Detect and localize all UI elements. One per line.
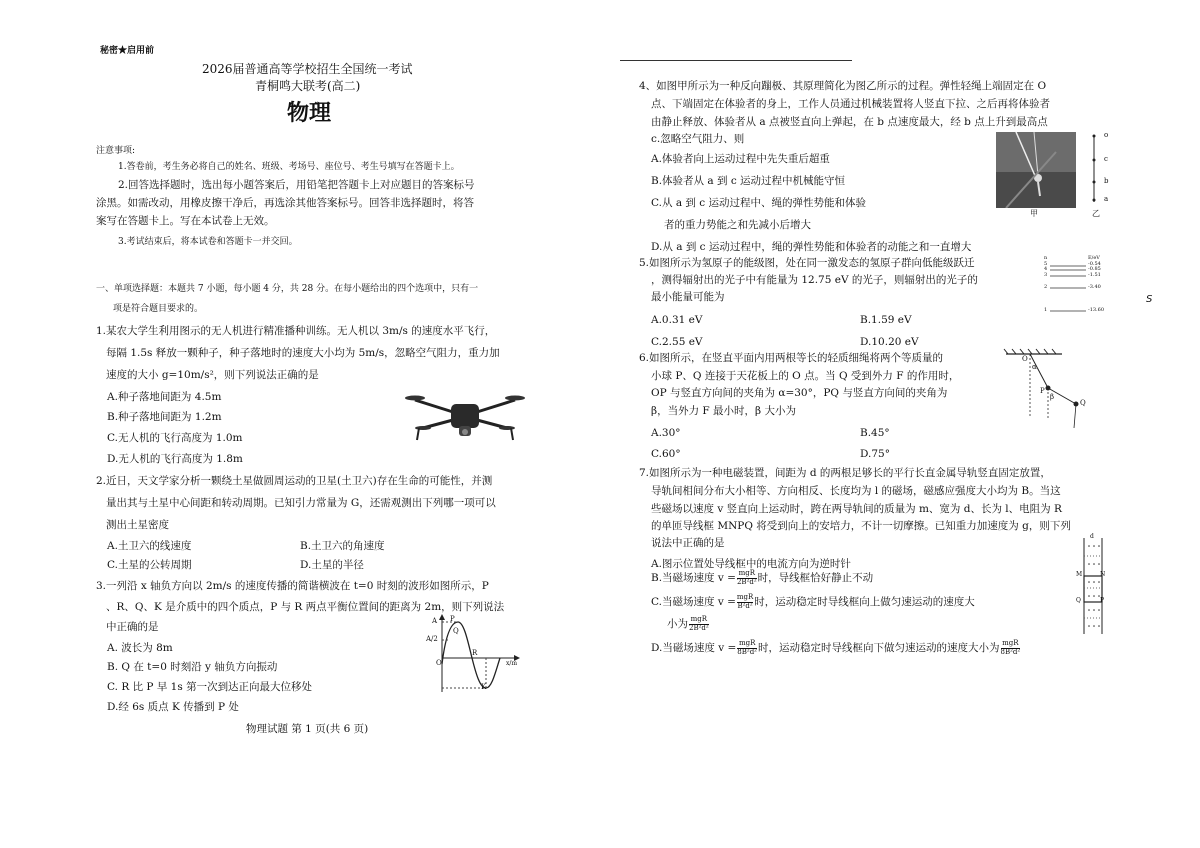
margin-mark: S xyxy=(1146,294,1153,305)
notes-title: 注意事项: xyxy=(96,146,136,156)
q7-option-a: A.图示位置处导线框中的电流方向为逆时针 xyxy=(651,558,851,570)
level-n-head: n xyxy=(1044,255,1048,261)
q3-option-a: A. 波长为 8m xyxy=(107,642,173,654)
q3-option-c: C. R 比 P 早 1s 第一次到达正向最大位移处 xyxy=(107,681,313,693)
q1-line-a: 1.某农大学生利用图示的无人机进行精准播种训练。无人机以 3m/s 的速度水平飞行， xyxy=(96,325,496,337)
level-e3: -1.51 xyxy=(1088,272,1101,278)
q6-option-a: A.30° xyxy=(651,427,681,439)
level-e1: -13.60 xyxy=(1088,307,1105,313)
q6-option-c: C.60° xyxy=(651,448,681,460)
q7-option-c-suffix: 时，运动稳定时导线框向上做匀速运动的速度大 xyxy=(754,596,975,609)
q4-option-c1: C.从 a 到 c 运动过程中、绳的弹性势能和体验 xyxy=(651,197,866,209)
rail-label-q: Q xyxy=(1076,597,1081,604)
q4-line-a: 4、如图甲所示为一种反向蹦极、其原理简化为图乙所示的过程。弹性轻绳上端固定在 O xyxy=(639,80,1047,92)
q7-option-d xyxy=(651,640,1021,657)
wave-figure xyxy=(428,612,528,694)
rail-label-d: d xyxy=(1090,533,1094,540)
q7-line-a: 7.如图所示为一种电磁装置，间距为 d 的两根足够长的平行长直金属导轨竖直固定放置， xyxy=(639,467,1051,479)
q7-option-b-fraction xyxy=(737,570,757,586)
q7-line-c: 些磁场以速度 v 竖直向上运动时，跨在两导轨间的质量为 m、宽为 d、长为 l、电阻为 R xyxy=(651,503,1062,515)
bungee-label-jia: 甲 xyxy=(1030,209,1038,218)
q4-option-d: D.从 a 到 c 运动过程中，绳的弹性势能和体验者的动能之和一直增大 xyxy=(651,241,972,253)
q2-line-a: 2.近日，天文学家分析一颗绕土星做圆周运动的卫星(土卫六)存在生命的可能性，并测 xyxy=(96,475,493,487)
pendulum-figure xyxy=(1002,348,1102,434)
subject-title: 物理 xyxy=(287,100,332,126)
section1-heading-a: 一、单项选择题：本题共 7 小题，每小题 4 分，共 28 分。在每小题给出的四个选项中，只有一 xyxy=(96,284,479,294)
bungee-label-yi: 乙 xyxy=(1092,209,1100,218)
energy-level-diagram xyxy=(1042,256,1112,316)
q3-line-a: 3.一列沿 x 轴负方向以 2m/s 的速度传播的简谐横波在 t=0 时刻的波形如图所示，P xyxy=(96,580,489,592)
level-n1: 1 xyxy=(1044,307,1048,313)
wave-label-x: x/m xyxy=(506,660,518,667)
q7-option-d-fraction xyxy=(737,640,757,656)
q7-option-c-fraction xyxy=(737,594,753,610)
note-2c: 案写在答题卡上。写在本试卷上无效。 xyxy=(96,215,275,227)
wave-label-half: A/2 xyxy=(426,635,438,643)
q7-option-c-num: mgR xyxy=(736,593,754,601)
rail-label-m: M xyxy=(1076,571,1083,578)
rail-label-p: P xyxy=(1100,597,1105,604)
q7-line-e: 说法中正确的是 xyxy=(651,537,725,549)
level-n2: 2 xyxy=(1044,284,1048,290)
q2-option-c: C.土星的公转周期 xyxy=(107,559,192,571)
q7-option-c2-num: mgR xyxy=(690,615,708,623)
q5-option-d: D.10.20 eV xyxy=(860,336,919,348)
q4-option-b: B.体验者从 a 到 c 运动过程中机械能守恒 xyxy=(651,175,846,187)
q3-option-b: B. Q 在 t=0 时刻沿 y 轴负方向振动 xyxy=(107,661,278,673)
q7-line-d: 的单匝导线框 MNPQ 将受到向上的安培力，不计一切摩擦。已知重力加速度为 g，则下列 xyxy=(651,520,1071,532)
q2-line-c: 测出土星密度 xyxy=(106,519,169,531)
pendulum-label-beta: β xyxy=(1050,393,1055,401)
bungee-figure xyxy=(996,132,1116,222)
pendulum-label-alpha: α xyxy=(1032,363,1037,371)
q6-line-d: β，当外力 F 最小时，β 大小为 xyxy=(651,405,796,417)
q7-option-c-prefix: C.当磁场速度 v = xyxy=(651,596,736,609)
q7-option-c2-prefix: 小为 xyxy=(667,618,688,631)
wave-label-o: O xyxy=(436,659,442,667)
level-e2: -3.40 xyxy=(1088,284,1101,290)
q7-option-c2-fraction xyxy=(689,616,709,632)
q5-option-b: B.1.59 eV xyxy=(860,314,912,326)
bungee-label-b: b xyxy=(1104,177,1109,185)
secret-label: 秘密★启用前 xyxy=(100,46,155,56)
q1-line-b: 每隔 1.5s 释放一颗种子，种子落地时的速度大小均为 5m/s，忽略空气阻力，重力加 xyxy=(106,347,500,359)
rail-label-n: N xyxy=(1100,571,1106,578)
q7-option-d-fraction2 xyxy=(1001,640,1021,656)
drone-figure xyxy=(405,388,525,444)
section1-heading-b: 项是符合题目要求的。 xyxy=(113,304,204,314)
wave-label-k: K xyxy=(481,683,487,691)
wave-label-q: Q xyxy=(453,627,459,635)
wave-label-p: P xyxy=(450,615,455,623)
q4-line-c: 由静止释放、体验者从 a 点被竖直向上弹起，在 b 点速度最大，经 b 点上升到最高点 xyxy=(651,116,1048,128)
q7-option-d-suffix: 时，运动稳定时导线框向下做匀速运动的速度大小为 xyxy=(758,642,1000,655)
level-unit: E/eV xyxy=(1088,255,1100,261)
rail-magnet-figure xyxy=(1076,533,1106,636)
note-1: 1.答卷前，考生务必将自己的姓名、班级、考场号、座位号、考生号填写在答题卡上。 xyxy=(118,162,460,172)
bungee-label-o: o xyxy=(1104,131,1109,139)
q7-option-d2-num: mgR xyxy=(1002,639,1019,647)
q7-option-d-den: 8B²d² xyxy=(737,647,757,656)
exam-subtitle: 青桐鸣大联考(高二) xyxy=(255,79,361,93)
pendulum-label-o: O xyxy=(1022,355,1028,363)
q4-option-a: A.体验者向上运动过程中先失重后超重 xyxy=(651,153,830,165)
top-divider xyxy=(620,60,852,61)
q7-option-b xyxy=(651,570,873,587)
level-e5: -0.54 xyxy=(1088,261,1101,267)
level-n4: 4 xyxy=(1044,266,1048,272)
level-e4: -0.85 xyxy=(1088,266,1101,272)
q7-option-b-suffix: 时，导线框恰好静止不动 xyxy=(757,572,874,585)
bungee-schematic xyxy=(1080,132,1116,212)
pendulum-label-p: P xyxy=(1040,387,1045,395)
q5-option-a: A.0.31 eV xyxy=(651,314,703,326)
q7-option-c-line2 xyxy=(667,616,710,633)
q1-option-a: A.种子落地间距为 4.5m xyxy=(107,391,222,403)
q1-option-c: C.无人机的飞行高度为 1.0m xyxy=(107,432,243,444)
q7-option-b-num: mgR xyxy=(738,569,756,577)
q4-line-b: 点、下端固定在体验者的身上，工作人员通过机械装置将人竖直下拉、之后再将体验者 xyxy=(651,98,1050,110)
q5-line-c: 最小能量可能为 xyxy=(651,291,725,303)
q1-option-d: D.无人机的飞行高度为 1.8m xyxy=(107,453,243,465)
note-2a: 2.回答选择题时，选出每小题答案后，用铅笔把答题卡上对应题目的答案标号 xyxy=(118,179,475,191)
q3-option-d: D.经 6s 质点 K 传播到 P 处 xyxy=(107,701,239,713)
q4-option-c2: 者的重力势能之和先减小后增大 xyxy=(664,219,811,231)
q7-option-d-num: mgR xyxy=(738,639,756,647)
wave-label-r: R xyxy=(472,649,478,657)
q3-line-c: 中正确的是 xyxy=(106,621,159,633)
q7-option-d-prefix: D.当磁场速度 v = xyxy=(651,642,737,655)
q2-line-b: 量出其与土星中心间距和转动周期。已知引力常量为 G，还需观测出下列哪一项可以 xyxy=(106,497,496,509)
q7-option-b-den: 2B²d² xyxy=(736,577,757,586)
q1-line-c: 速度的大小 g=10m/s²，则下列说法正确的是 xyxy=(106,369,319,381)
q2-option-a: A.土卫六的线速度 xyxy=(107,540,192,552)
bungee-label-c: c xyxy=(1104,155,1108,163)
note-3: 3.考试结束后，将本试卷和答题卡一并交回。 xyxy=(118,237,298,247)
q7-option-b-prefix: B.当磁场速度 v = xyxy=(651,572,736,585)
q1-option-b: B.种子落地间距为 1.2m xyxy=(107,411,222,423)
q6-option-b: B.45° xyxy=(860,427,890,439)
q7-option-c-den: B²d² xyxy=(737,601,753,610)
exam-title: 2026届普通高等学校招生全国统一考试 xyxy=(202,62,413,76)
wave-label-a: A xyxy=(432,617,438,625)
note-2b: 涂黑。如需改动，用橡皮擦干净后，再选涂其他答案标号。回答非选择题时，将答 xyxy=(96,197,474,209)
q3-line-b: 、R、Q、K 是介质中的四个质点，P 与 R 两点平衡位置间的距离为 2m，则下列说法 xyxy=(106,601,505,613)
q7-option-c xyxy=(651,594,975,611)
level-n3: 3 xyxy=(1044,272,1048,278)
q6-line-b: 小球 P、Q 连接于天花板上的 O 点。当 Q 受到外力 F 的作用时， xyxy=(651,370,960,382)
q6-line-a: 6.如图所示，在竖直平面内用两根等长的轻质细绳将两个等质量的 xyxy=(639,352,944,364)
q7-line-b: 导轨间相间分布大小相等、方向相反、长度均为 l 的磁场，磁感应强度大小均为 B。当这 xyxy=(651,485,1061,497)
q5-option-c: C.2.55 eV xyxy=(651,336,703,348)
q5-line-b: ，测得辐射出的光子中有能量为 12.75 eV 的光子，则辐射出的光子的 xyxy=(651,274,978,286)
q6-line-c: OP 与竖直方向间的夹角为 α=30°，PQ 与竖直方向间的夹角为 xyxy=(651,387,948,399)
page-footer: 物理试题 第 1 页(共 6 页) xyxy=(246,723,369,735)
q7-option-d2-den: 8B²d² xyxy=(1000,647,1021,656)
q7-option-c2-den: 2B²d² xyxy=(689,623,709,632)
q6-option-d: D.75° xyxy=(860,448,890,460)
level-n5: 5 xyxy=(1044,261,1048,267)
q4-line-d: c.忽略空气阻力、则 xyxy=(651,133,745,145)
bungee-photo xyxy=(996,132,1076,208)
q2-option-b: B.土卫六的角速度 xyxy=(300,540,385,552)
pendulum-label-q: Q xyxy=(1080,399,1086,407)
q2-option-d: D.土星的半径 xyxy=(300,559,364,571)
bungee-label-a: a xyxy=(1104,195,1109,203)
q5-line-a: 5.如图所示为氢原子的能级图，处在同一激发态的氢原子群向低能级跃迁 xyxy=(639,257,975,269)
